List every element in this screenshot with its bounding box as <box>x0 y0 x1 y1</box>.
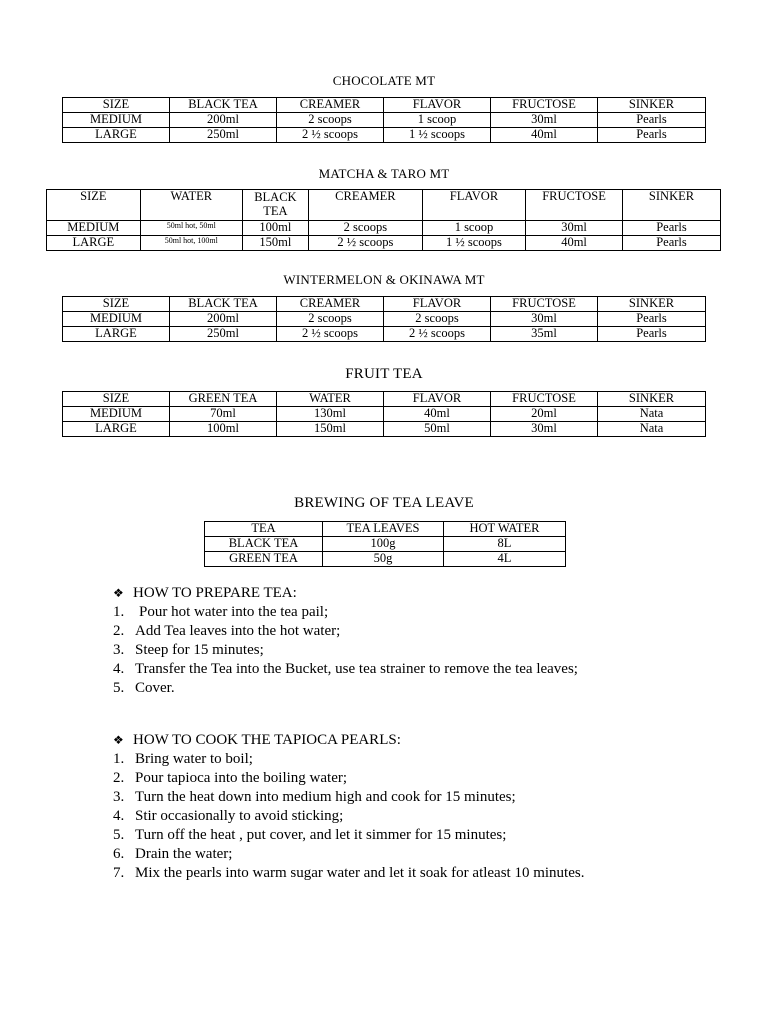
table-row <box>63 327 706 342</box>
header-cell: SINKER <box>598 297 706 312</box>
table-cell: Nata <box>598 407 706 422</box>
table-cell: 8L <box>444 537 566 552</box>
header-cell: TEA LEAVES <box>323 522 444 537</box>
table-cell: Pearls <box>598 327 706 342</box>
steps-cook-tapioca <box>113 750 584 883</box>
table-cell: 200ml <box>170 312 277 327</box>
header-cell: SINKER <box>598 392 706 407</box>
table-cell: Pearls <box>598 128 706 143</box>
header-cell: BLACK TEA <box>170 98 277 113</box>
header-cell: SINKER <box>598 98 706 113</box>
table-wintermelon-okinawa-mt <box>62 296 706 342</box>
table-cell: 250ml <box>170 327 277 342</box>
table-cell: 130ml <box>277 407 384 422</box>
step-text: Transfer the Tea into the Bucket, use tea strainer to remove the tea leaves; <box>135 661 578 677</box>
header-cell: BLACK TEA <box>242 190 308 221</box>
table-cell: 2 ½ scoops <box>308 236 422 251</box>
table-cell: 1 ½ scoops <box>384 128 491 143</box>
table-row <box>63 312 706 327</box>
header-cell: GREEN TEA <box>170 392 277 407</box>
table-header-row <box>205 522 566 537</box>
header-cell: WATER <box>277 392 384 407</box>
table-row <box>47 221 721 236</box>
table-cell: 50ml hot, 50ml <box>140 221 242 236</box>
table-cell: 1 ½ scoops <box>422 236 525 251</box>
step-text: Turn the heat down into medium high and cook for 15 minutes; <box>135 789 516 805</box>
header-cell: SIZE <box>63 98 170 113</box>
header-cell: FLAVOR <box>422 190 525 221</box>
table-cell: 4L <box>444 552 566 567</box>
table-cell: 100g <box>323 537 444 552</box>
list-item: 4. Transfer the Tea into the Bucket, use tea strainer to remove the tea leaves; <box>113 661 578 677</box>
table-cell: 1 scoop <box>384 113 491 128</box>
table-cell: 2 ½ scoops <box>277 327 384 342</box>
table-fruit-tea <box>62 391 706 437</box>
diamond-bullet-icon: ❖ <box>113 586 124 600</box>
table-title-matcha-taro-mt: MATCHA & TARO MT <box>318 166 450 181</box>
step-text: Add Tea leaves into the hot water; <box>135 623 341 639</box>
step-text: Cover. <box>135 680 175 696</box>
list-item: 3. Steep for 15 minutes; <box>113 642 264 658</box>
table-row <box>205 537 566 552</box>
table-cell: 40ml <box>384 407 491 422</box>
step-text: Steep for 15 minutes; <box>135 642 264 658</box>
table-cell: 2 scoops <box>308 221 422 236</box>
header-cell: FLAVOR <box>384 98 491 113</box>
table-header-row <box>63 98 706 113</box>
list-item: 5. Turn off the heat , put cover, and let it simmer for 15 minutes; <box>113 827 507 843</box>
table-cell: LARGE <box>63 422 170 437</box>
table-cell: 50g <box>323 552 444 567</box>
table-cell: MEDIUM <box>63 407 170 422</box>
header-cell: FRUCTOSE <box>491 98 598 113</box>
table-cell: 35ml <box>491 327 598 342</box>
table-cell: 40ml <box>526 236 623 251</box>
table-cell: 2 ½ scoops <box>384 327 491 342</box>
header-cell: CREAMER <box>277 297 384 312</box>
table-cell: LARGE <box>63 327 170 342</box>
list-item: 5. Cover. <box>113 680 175 696</box>
header-cell: FLAVOR <box>384 392 491 407</box>
table-cell: LARGE <box>63 128 170 143</box>
header-cell: FRUCTOSE <box>526 190 623 221</box>
table-cell: 30ml <box>491 113 598 128</box>
table-chocolate-mt <box>62 97 706 143</box>
table-header-row <box>63 392 706 407</box>
header-cell: FLAVOR <box>384 297 491 312</box>
header-cell: BLACK TEA <box>170 297 277 312</box>
section-title: HOW TO PREPARE TEA: <box>133 585 297 601</box>
table-cell: 2 scoops <box>384 312 491 327</box>
table-cell: MEDIUM <box>47 221 141 236</box>
table-cell: 150ml <box>277 422 384 437</box>
table-brewing-tea-leave <box>204 521 566 567</box>
section-title: HOW TO COOK THE TAPIOCA PEARLS: <box>133 732 401 748</box>
steps-prepare-tea <box>113 603 578 698</box>
step-text: Stir occasionally to avoid sticking; <box>135 808 344 824</box>
table-cell: MEDIUM <box>63 312 170 327</box>
list-item: 1. Pour hot water into the tea pail; <box>113 604 329 620</box>
header-cell: CREAMER <box>277 98 384 113</box>
header-cell: HOT WATER <box>444 522 566 537</box>
list-item: 6. Drain the water; <box>113 846 233 862</box>
table-cell: 30ml <box>491 312 598 327</box>
step-text: Pour hot water into the tea pail; <box>139 604 329 620</box>
table-cell: 2 scoops <box>277 113 384 128</box>
table-row <box>47 236 721 251</box>
header-cell: TEA <box>205 522 323 537</box>
table-cell: 50ml <box>384 422 491 437</box>
table-matcha-taro-mt <box>46 189 721 251</box>
table-cell: Pearls <box>598 113 706 128</box>
table-cell: Pearls <box>598 312 706 327</box>
list-item: 2. Add Tea leaves into the hot water; <box>113 623 341 639</box>
table-title-wintermelon-okinawa-mt: WINTERMELON & OKINAWA MT <box>283 272 485 287</box>
table-cell: 2 scoops <box>277 312 384 327</box>
step-text: Pour tapioca into the boiling water; <box>135 770 348 786</box>
table-cell: 50ml hot, 100ml <box>140 236 242 251</box>
list-item: 1. Bring water to boil; <box>113 751 253 767</box>
header-cell: SIZE <box>63 297 170 312</box>
section-heading-prepare-tea <box>113 584 297 603</box>
table-cell: Pearls <box>623 221 721 236</box>
step-text: Drain the water; <box>135 846 233 862</box>
header-cell: SIZE <box>63 392 170 407</box>
list-item: 4. Stir occasionally to avoid sticking; <box>113 808 344 824</box>
header-cell: WATER <box>140 190 242 221</box>
list-item: 7. Mix the pearls into warm sugar water and let it soak for atleast 10 minutes. <box>113 865 585 881</box>
step-text: Bring water to boil; <box>135 751 253 767</box>
table-row <box>63 422 706 437</box>
header-cell: SIZE <box>47 190 141 221</box>
table-cell: 30ml <box>526 221 623 236</box>
table-row <box>63 407 706 422</box>
table-cell: BLACK TEA <box>205 537 323 552</box>
table-title-fruit-tea: FRUIT TEA <box>345 366 423 382</box>
header-cell: CREAMER <box>308 190 422 221</box>
table-cell: 30ml <box>491 422 598 437</box>
table-cell: MEDIUM <box>63 113 170 128</box>
table-cell: LARGE <box>47 236 141 251</box>
header-cell: FRUCTOSE <box>491 392 598 407</box>
table-cell: GREEN TEA <box>205 552 323 567</box>
table-cell: Pearls <box>623 236 721 251</box>
table-title-brewing-tea-leave: BREWING OF TEA LEAVE <box>294 495 474 511</box>
step-text: Mix the pearls into warm sugar water and let it soak for atleast 10 minutes. <box>135 865 585 881</box>
table-row <box>63 113 706 128</box>
table-cell: 100ml <box>242 221 308 236</box>
diamond-bullet-icon: ❖ <box>113 733 124 747</box>
table-header-row <box>47 190 721 221</box>
table-row <box>205 552 566 567</box>
table-cell: 70ml <box>170 407 277 422</box>
table-cell: Nata <box>598 422 706 437</box>
table-cell: 20ml <box>491 407 598 422</box>
table-cell: 40ml <box>491 128 598 143</box>
table-row <box>63 128 706 143</box>
list-item: 2. Pour tapioca into the boiling water; <box>113 770 348 786</box>
list-item: 3. Turn the heat down into medium high and cook for 15 minutes; <box>113 789 516 805</box>
header-cell: SINKER <box>623 190 721 221</box>
table-title-chocolate-mt: CHOCOLATE MT <box>332 73 436 88</box>
step-text: Turn off the heat , put cover, and let it simmer for 15 minutes; <box>135 827 507 843</box>
table-header-row <box>63 297 706 312</box>
table-cell: 150ml <box>242 236 308 251</box>
table-cell: 200ml <box>170 113 277 128</box>
table-cell: 1 scoop <box>422 221 525 236</box>
table-cell: 250ml <box>170 128 277 143</box>
section-heading-cook-tapioca <box>113 731 401 750</box>
table-cell: 100ml <box>170 422 277 437</box>
header-cell: FRUCTOSE <box>491 297 598 312</box>
table-cell: 2 ½ scoops <box>277 128 384 143</box>
